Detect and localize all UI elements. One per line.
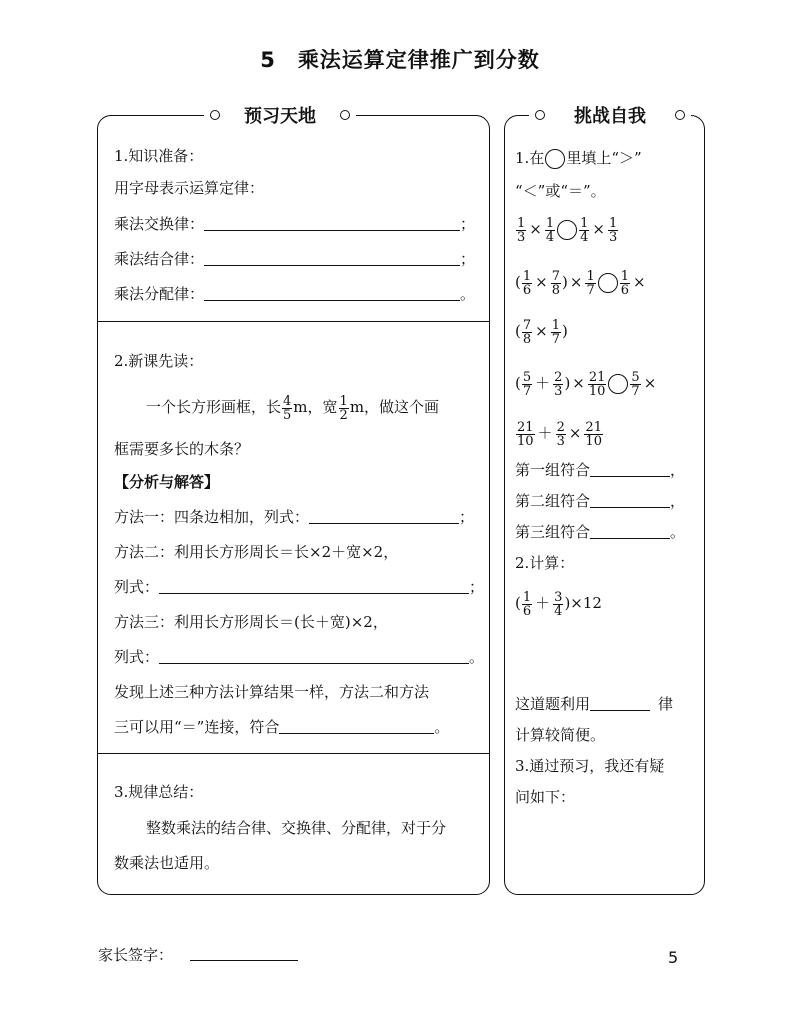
compare-circle[interactable] <box>608 374 628 394</box>
compare-circle[interactable] <box>545 149 565 169</box>
times-sign: × <box>643 374 657 392</box>
denominator: 4 <box>580 229 589 245</box>
s1-heading: 1.知识准备： <box>114 147 204 165</box>
law-label: 乘法结合律： <box>114 250 205 268</box>
signature-line[interactable] <box>190 960 298 961</box>
denominator: 7 <box>586 282 595 298</box>
plus-sign: ＋ <box>537 424 553 442</box>
fraction <box>553 371 563 398</box>
answer-blank[interactable] <box>204 214 460 231</box>
denominator: 3 <box>517 229 526 245</box>
q3-line2: 问如下： <box>515 788 576 806</box>
times-sign: × <box>535 273 548 291</box>
ring-icon <box>675 110 685 120</box>
law-row-associative <box>114 249 475 269</box>
law-row-commutative <box>114 214 475 234</box>
answer-blank[interactable] <box>159 577 469 594</box>
text: 第二组符合 <box>515 492 591 510</box>
fraction <box>584 421 603 448</box>
text: m，做这个画 <box>349 398 440 416</box>
denominator: 4 <box>554 603 563 619</box>
compare-circle[interactable] <box>557 220 577 240</box>
fraction-length <box>282 395 292 422</box>
fraction <box>579 217 589 244</box>
page-number: 5 <box>668 948 679 967</box>
text: 第三组符合 <box>515 523 591 541</box>
answer-blank[interactable] <box>309 507 459 524</box>
method-2-formula <box>114 577 484 597</box>
times-sign: × <box>568 424 582 442</box>
text: 一个长方形画框，长 <box>146 398 282 416</box>
q1-group1 <box>515 212 619 246</box>
q1-line1 <box>515 148 642 169</box>
paren: ( <box>515 322 521 340</box>
answer-blank[interactable] <box>590 522 670 539</box>
s3-text-line2: 数乘法也适用。 <box>114 854 220 872</box>
denominator: 8 <box>522 331 532 347</box>
q2-expression <box>515 586 602 620</box>
law-row-distributive <box>114 284 475 304</box>
paren: ( <box>515 273 521 291</box>
law-label: 乘法分配律： <box>114 285 205 303</box>
numerator: 7 <box>551 268 560 284</box>
punct: ； <box>469 578 485 596</box>
denominator: 10 <box>585 433 602 449</box>
text: ×12 <box>570 594 602 612</box>
lesson-title: 乘法运算定律推广到分数 <box>297 48 540 72</box>
ring-icon <box>340 110 350 120</box>
denominator: 6 <box>522 603 532 619</box>
text: 三可以用“＝”连接，符合 <box>114 718 280 736</box>
s1-intro: 用字母表示运算定律： <box>114 179 265 197</box>
fraction <box>516 421 535 448</box>
denominator: 7 <box>522 383 532 399</box>
law-label: 乘法交换律： <box>114 215 205 233</box>
fraction <box>553 591 563 618</box>
fraction-width <box>339 395 349 422</box>
finding-line1: 发现上述三种方法计算结果一样，方法二和方法 <box>114 683 430 701</box>
punct: 。 <box>469 648 485 666</box>
punct: ； <box>460 215 476 233</box>
answer-blank[interactable] <box>159 647 469 664</box>
numerator: 5 <box>522 369 532 385</box>
q3-line1: 3.通过预习，我还有疑 <box>515 757 665 775</box>
numerator: 3 <box>554 589 563 605</box>
punct: ； <box>459 508 475 526</box>
numerator: 1 <box>586 268 595 284</box>
s2-problem-line1 <box>146 392 439 422</box>
challenge-panel <box>504 106 705 895</box>
text: m，宽 <box>293 398 338 416</box>
numerator: 21 <box>588 369 606 385</box>
analysis-heading: 【分析与解答】 <box>114 473 220 491</box>
parent-signature-label: 家长签字： <box>98 946 174 964</box>
plus-sign: ＋ <box>535 374 551 392</box>
punct: ， <box>670 492 686 510</box>
finding-line2 <box>114 717 449 737</box>
numerator: 7 <box>522 317 532 333</box>
paren: ) <box>562 322 568 340</box>
challenge-panel-title: 挑战自我 <box>574 106 646 127</box>
numerator: 1 <box>580 215 589 231</box>
text: 1.在 <box>515 149 545 167</box>
punct: 。 <box>670 523 686 541</box>
method-1 <box>114 507 474 527</box>
denominator: 7 <box>631 383 640 399</box>
paren: ( <box>515 374 521 392</box>
fraction <box>522 319 532 346</box>
section-divider <box>98 753 489 754</box>
ring-icon <box>535 110 545 120</box>
fraction <box>551 270 561 297</box>
preview-panel-header <box>204 100 356 130</box>
fraction <box>556 421 566 448</box>
q2-use-line2: 计算较简便。 <box>515 726 606 744</box>
lesson-number: 5 <box>260 48 276 72</box>
text: 列式： <box>114 578 160 596</box>
answer-blank[interactable] <box>279 717 434 734</box>
s3-text-line1: 整数乘法的结合律、交换律、分配律，对于分 <box>146 819 447 837</box>
text: 律 <box>658 695 674 713</box>
preview-panel-title: 预习天地 <box>244 106 316 127</box>
denominator: 4 <box>545 229 555 245</box>
times-sign: × <box>592 220 605 238</box>
q1-group2-line2 <box>515 314 568 348</box>
group1-answer <box>515 460 685 480</box>
text: 这道题利用 <box>515 695 591 713</box>
preview-panel <box>97 106 490 895</box>
q1-group3-line2 <box>515 416 604 450</box>
paren: ) <box>564 594 571 612</box>
challenge-panel-header <box>529 100 691 130</box>
q1-group3-line1 <box>515 366 658 400</box>
section-divider <box>98 321 489 322</box>
denominator: 10 <box>588 383 606 399</box>
fraction <box>516 217 526 244</box>
numerator: 1 <box>517 215 526 231</box>
group2-answer <box>515 491 685 511</box>
punct: 。 <box>434 718 450 736</box>
times-sign: × <box>529 220 542 238</box>
paren: ( <box>515 594 521 612</box>
fraction <box>608 217 618 244</box>
denominator: 2 <box>339 407 348 423</box>
text: 列式： <box>114 648 160 666</box>
answer-blank[interactable] <box>590 694 650 711</box>
text: 第一组符合 <box>515 461 591 479</box>
page-title <box>0 44 800 74</box>
denominator: 3 <box>609 229 618 245</box>
numerator: 5 <box>631 369 640 385</box>
punct: 。 <box>460 285 476 303</box>
fraction <box>588 371 607 398</box>
numerator: 2 <box>554 369 563 385</box>
q1-group2-line1 <box>515 265 648 299</box>
answer-blank[interactable] <box>204 249 460 266</box>
q1-line2: “＜”或“＝”。 <box>515 182 606 200</box>
ring-icon <box>210 110 220 120</box>
times-sign: × <box>633 273 646 291</box>
numerator: 21 <box>517 419 534 435</box>
numerator: 1 <box>545 215 555 231</box>
plus-sign: ＋ <box>535 594 551 612</box>
fraction <box>522 270 532 297</box>
numerator: 21 <box>585 419 602 435</box>
answer-blank[interactable] <box>204 284 460 301</box>
fraction <box>545 217 555 244</box>
q2-heading: 2.计算： <box>515 554 575 572</box>
denominator: 5 <box>283 407 292 423</box>
text: 里填上“＞” <box>566 149 642 167</box>
fraction <box>630 371 640 398</box>
numerator: 2 <box>556 419 565 435</box>
fraction <box>620 270 630 297</box>
denominator: 3 <box>554 383 563 399</box>
punct: ， <box>670 461 686 479</box>
compare-circle[interactable] <box>598 273 618 293</box>
q2-use-line <box>515 694 673 714</box>
method-2: 方法二：利用长方形周长＝长×2＋宽×2， <box>114 543 399 561</box>
denominator: 6 <box>620 282 629 298</box>
numerator: 1 <box>609 215 618 231</box>
denominator: 3 <box>556 433 565 449</box>
method-3: 方法三：利用长方形周长＝(长＋宽)×2， <box>114 613 388 631</box>
numerator: 4 <box>283 393 292 409</box>
paren: ) <box>564 374 571 392</box>
punct: ； <box>460 250 476 268</box>
s3-heading: 3.规律总结： <box>114 783 204 801</box>
fraction <box>522 371 532 398</box>
fraction <box>522 591 532 618</box>
times-sign: × <box>535 322 548 340</box>
answer-blank[interactable] <box>590 460 670 477</box>
denominator: 10 <box>517 433 534 449</box>
times-sign: × <box>572 374 585 392</box>
group3-answer <box>515 522 685 542</box>
denominator: 6 <box>522 282 532 298</box>
s2-heading: 2.新课先读： <box>114 352 204 370</box>
times-sign: × <box>569 273 583 291</box>
paren: ) <box>562 273 568 291</box>
text: 方法一：四条边相加，列式： <box>114 508 310 526</box>
numerator: 1 <box>339 393 348 409</box>
s2-problem-line2: 框需要多长的木条？ <box>114 440 250 458</box>
fraction <box>551 319 561 346</box>
method-3-formula <box>114 647 484 667</box>
fraction <box>585 270 595 297</box>
numerator: 1 <box>522 589 532 605</box>
numerator: 1 <box>522 268 532 284</box>
numerator: 1 <box>620 268 629 284</box>
numerator: 1 <box>551 317 560 333</box>
answer-blank[interactable] <box>590 491 670 508</box>
denominator: 8 <box>551 282 560 298</box>
denominator: 7 <box>551 331 560 347</box>
